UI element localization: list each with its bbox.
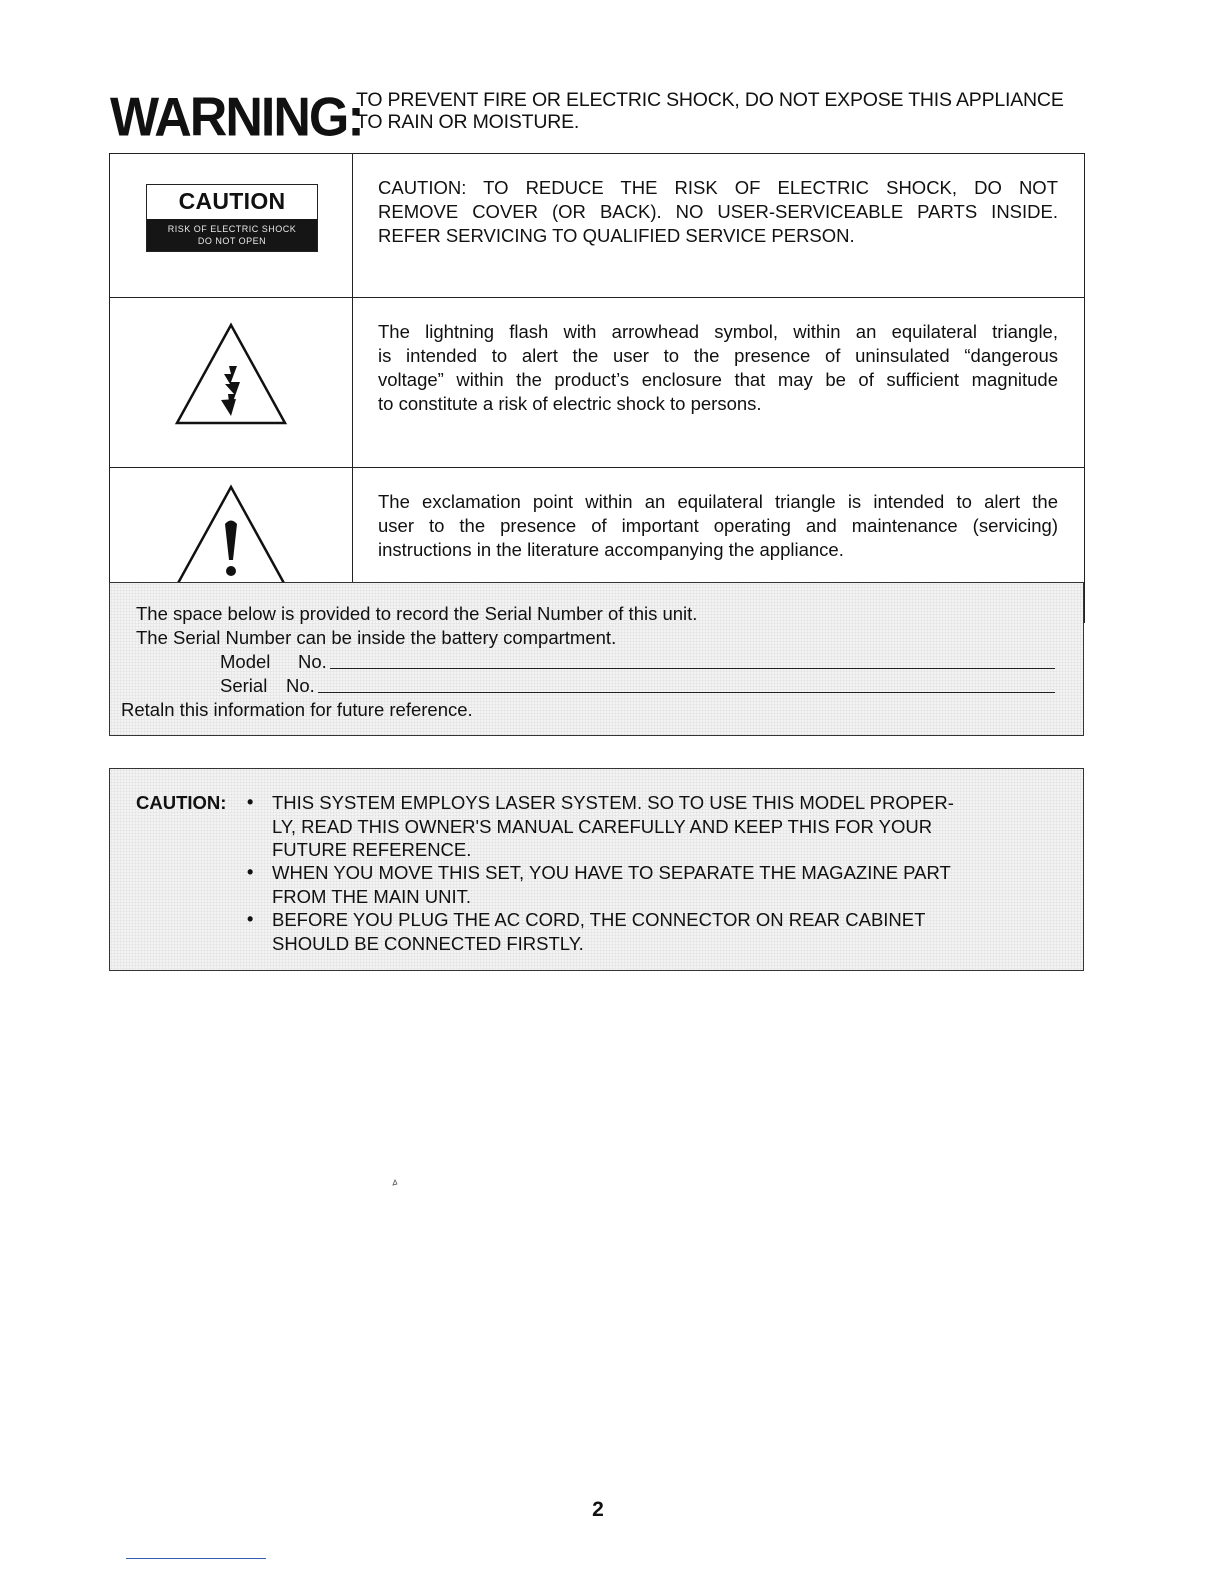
text-line: REMOVE COVER (OR BACK). NO USER-SERVICEABLE PARTS INSIDE. [378,201,1058,222]
text-line: The exclamation point within an equilateral triangle is intended to alert the [378,491,1058,512]
icon-cell [110,154,353,298]
caution-item [272,791,1062,862]
caution-item-line: THIS SYSTEM EMPLOYS LASER SYSTEM. SO TO USE THIS MODEL PROPER- [272,792,954,813]
scan-speck-mark [392,1179,398,1186]
bullet-icon: • [247,792,254,812]
caution-item-line: BEFORE YOU PLUG THE AC CORD, THE CONNECTOR ON REAR CABINET [272,909,926,930]
warning-title: WARNING: [110,87,363,148]
retain-note: Retaln this information for future reference. [121,699,473,720]
text-cell [353,298,1085,468]
caution-item-line: LY, READ THIS OWNER'S MANUAL CAREFULLY AND KEEP THIS FOR YOUR [272,815,933,837]
text-line: The lightning flash with arrowhead symbol, within an equilateral triangle, [378,321,1058,342]
caution-label-sub: RISK OF ELECTRIC SHOCK [167,224,297,234]
table-row [110,298,1085,468]
serial-no-label: No. [286,675,315,696]
caution-label-sub: DO NOT OPEN [197,236,267,246]
caution-label-bar [147,219,317,251]
lightning-triangle-icon [174,322,288,426]
caution-label-title: CAUTION [178,188,286,214]
serial-intro-line: The space below is provided to record the Serial Number of this unit. [136,603,698,624]
table-row [110,154,1085,298]
caution-item-line: SHOULD BE CONNECTED FIRSTLY. [272,932,584,954]
text-line: CAUTION: TO REDUCE THE RISK OF ELECTRIC SHOCK, DO NOT [378,177,1058,198]
text-line: to constitute a risk of electric shock to persons. [378,393,762,414]
text-line: voltage” within the product’s enclosure that may be of sufficient magnitude [378,369,1058,390]
caution-item [272,908,1062,955]
caution-box-label: CAUTION: [136,792,227,813]
laser-caution-box [109,768,1084,971]
text-line: instructions in the literature accompanying the appliance. [378,539,844,560]
text-cell [353,154,1085,298]
bullet-icon: • [247,862,254,882]
icon-cell [110,298,353,468]
text-line: REFER SERVICING TO QUALIFIED SERVICE PERSON. [378,225,855,246]
warning-line: TO RAIN OR MOISTURE. [356,111,580,133]
caution-item-line: FROM THE MAIN UNIT. [272,885,472,907]
footer-rule [126,1558,266,1559]
bullet-icon: • [247,909,254,929]
caution-label-icon [146,184,318,252]
text-line: user to the presence of important operating and maintenance (servicing) [378,515,1058,536]
model-label: Model [220,651,271,672]
model-no-label: No. [298,651,327,672]
serial-intro-line: The Serial Number can be inside the battery compartment. [136,627,617,648]
warning-header [110,86,1090,146]
serial-label: Serial [220,675,268,696]
page-number: 2 [592,1498,604,1521]
warning-line: TO PREVENT FIRE OR ELECTRIC SHOCK, DO NOT EXPOSE THIS APPLIANCE [356,89,1064,111]
caution-item-line: WHEN YOU MOVE THIS SET, YOU HAVE TO SEPARATE THE MAGAZINE PART [272,862,951,883]
safety-symbols-table [109,153,1085,623]
model-number-field[interactable] [330,668,1055,669]
serial-number-box [109,582,1084,736]
text-line: is intended to alert the user to the presence of uninsulated “dangerous [378,345,1058,366]
caution-item [272,861,1062,908]
exclamation-triangle-icon [174,484,288,588]
warning-text [356,89,1064,133]
serial-number-field[interactable] [318,692,1055,693]
caution-item-line: FUTURE REFERENCE. [272,839,472,860]
